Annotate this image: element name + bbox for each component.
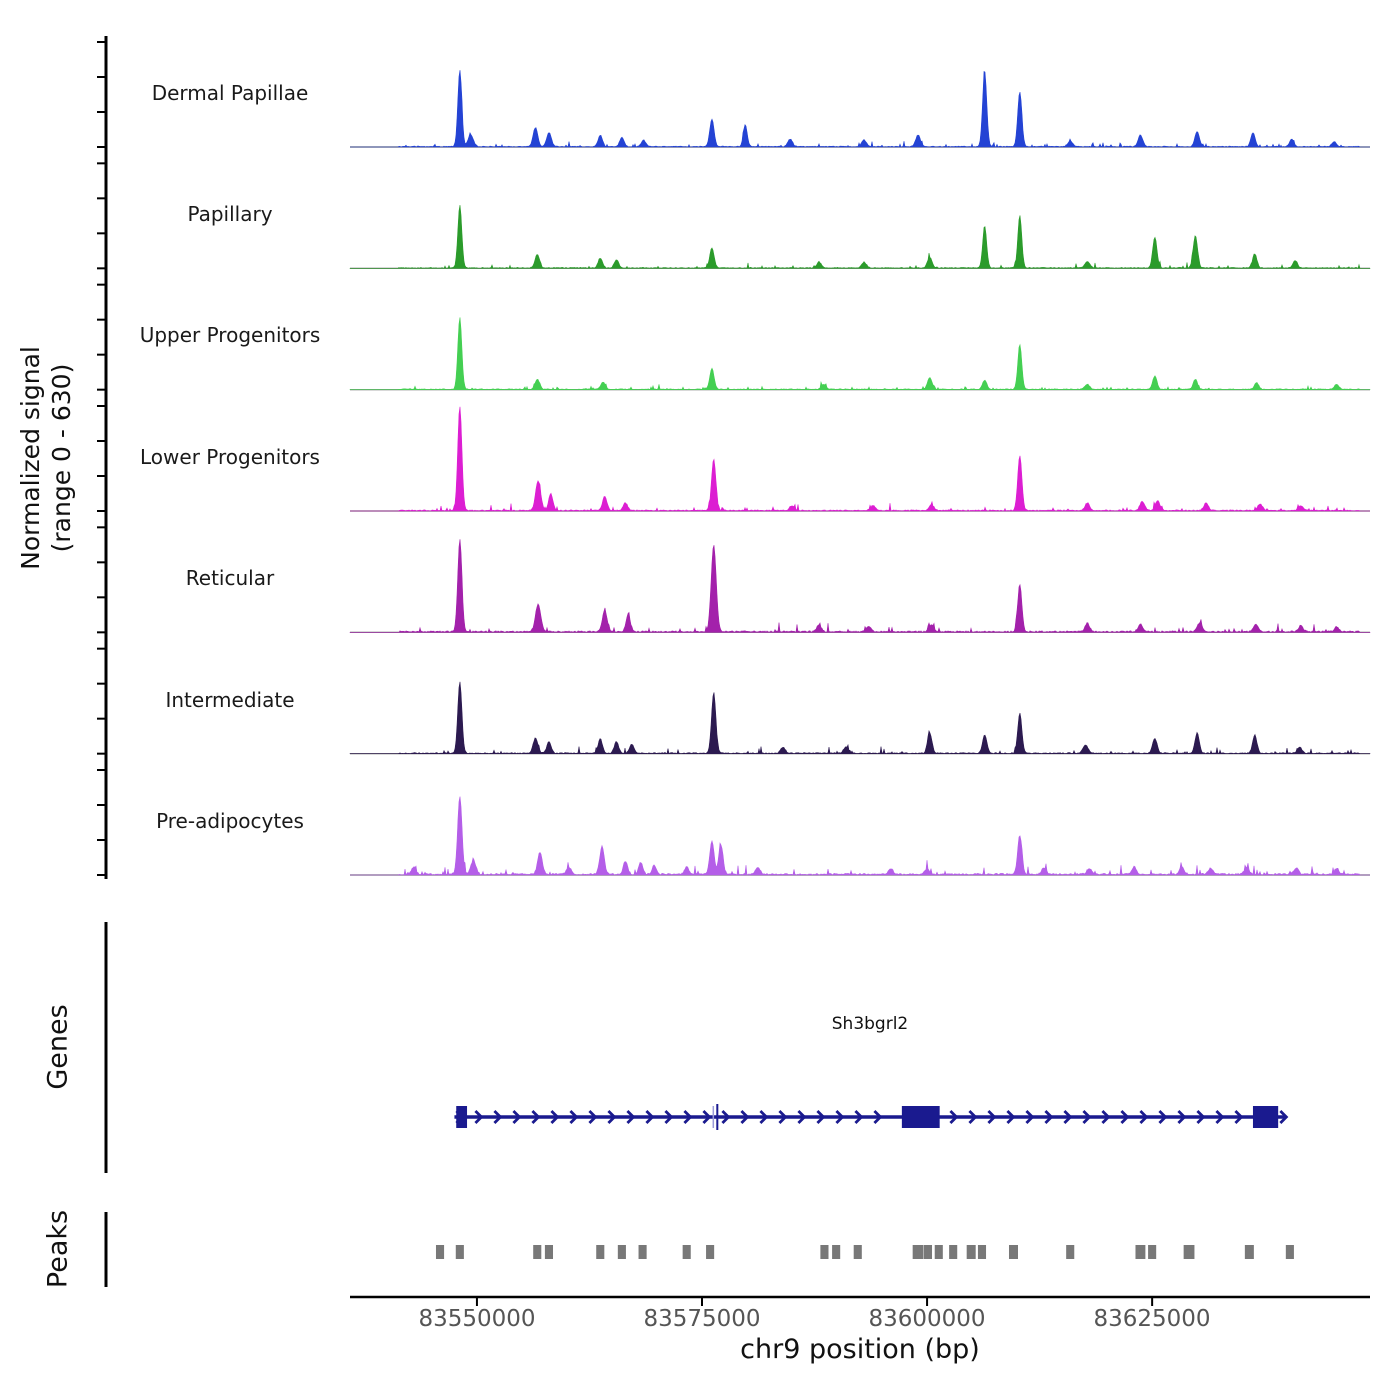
track-label-papillary: Papillary bbox=[187, 202, 273, 226]
peak-call-box bbox=[683, 1245, 691, 1259]
peak-call-box bbox=[456, 1245, 464, 1259]
gene-exon-box bbox=[456, 1106, 467, 1128]
peak-call-box bbox=[978, 1245, 986, 1259]
signal-track-area-intermediate bbox=[350, 682, 1370, 754]
genes-section-label: Genes bbox=[42, 1004, 74, 1090]
peak-call-box bbox=[1286, 1245, 1294, 1259]
peak-call-box bbox=[854, 1245, 862, 1259]
peak-call-box bbox=[533, 1245, 541, 1259]
y-axis-label bbox=[15, 346, 77, 570]
peak-call-box bbox=[935, 1245, 943, 1259]
gene-name-label: Sh3bgrl2 bbox=[831, 1014, 909, 1034]
peak-call-box bbox=[706, 1245, 714, 1259]
peak-call-box bbox=[639, 1245, 647, 1259]
peak-call-box bbox=[1148, 1245, 1156, 1259]
peak-call-box bbox=[967, 1245, 976, 1259]
peak-call-box bbox=[1066, 1245, 1074, 1259]
track-label-intermediate: Intermediate bbox=[165, 688, 295, 712]
peak-call-box bbox=[1135, 1245, 1145, 1259]
peak-call-box bbox=[1245, 1245, 1254, 1259]
track-label-upper-progenitors: Upper Progenitors bbox=[139, 323, 321, 347]
y-axis-label-line1: Normalized signal bbox=[16, 346, 45, 570]
signal-track-area-upper-progenitors bbox=[350, 317, 1370, 389]
peaks-section-label: Peaks bbox=[42, 1209, 74, 1289]
peak-call-box bbox=[545, 1245, 553, 1259]
x-axis-title: chr9 position (bp) bbox=[740, 1334, 980, 1365]
track-label-dermal-papillae: Dermal Papillae bbox=[151, 81, 309, 105]
peak-call-box bbox=[1009, 1245, 1018, 1259]
signal-track-area-dermal-papillae bbox=[350, 70, 1370, 147]
peak-call-box bbox=[436, 1245, 444, 1259]
peak-call-box bbox=[596, 1245, 604, 1259]
signal-track-area-reticular bbox=[350, 539, 1370, 632]
y-axis-label-line2: (range 0 - 630) bbox=[47, 363, 76, 553]
peak-call-box bbox=[949, 1245, 957, 1259]
track-label-reticular: Reticular bbox=[185, 566, 275, 590]
signal-track-area-papillary bbox=[350, 205, 1370, 268]
x-tick-label-83550000: 83550000 bbox=[418, 1306, 536, 1332]
signal-track-area-lower-progenitors bbox=[350, 407, 1370, 511]
gene-exon-box bbox=[902, 1106, 940, 1128]
x-tick-label-83625000: 83625000 bbox=[1093, 1306, 1211, 1332]
peak-call-box bbox=[913, 1245, 924, 1259]
track-label-lower-progenitors: Lower Progenitors bbox=[140, 445, 320, 469]
track-label-pre-adipocytes: Pre-adipocytes bbox=[156, 809, 304, 833]
peak-call-box bbox=[618, 1245, 626, 1259]
gene-exon-box bbox=[1253, 1106, 1278, 1128]
peak-call-box bbox=[832, 1245, 840, 1259]
peak-call-box bbox=[924, 1245, 932, 1259]
x-tick-label-83575000: 83575000 bbox=[643, 1306, 761, 1332]
peak-call-box bbox=[820, 1245, 828, 1259]
peak-call-box bbox=[1184, 1245, 1195, 1259]
signal-track-area-pre-adipocytes bbox=[350, 797, 1370, 876]
x-tick-label-83600000: 83600000 bbox=[868, 1306, 986, 1332]
